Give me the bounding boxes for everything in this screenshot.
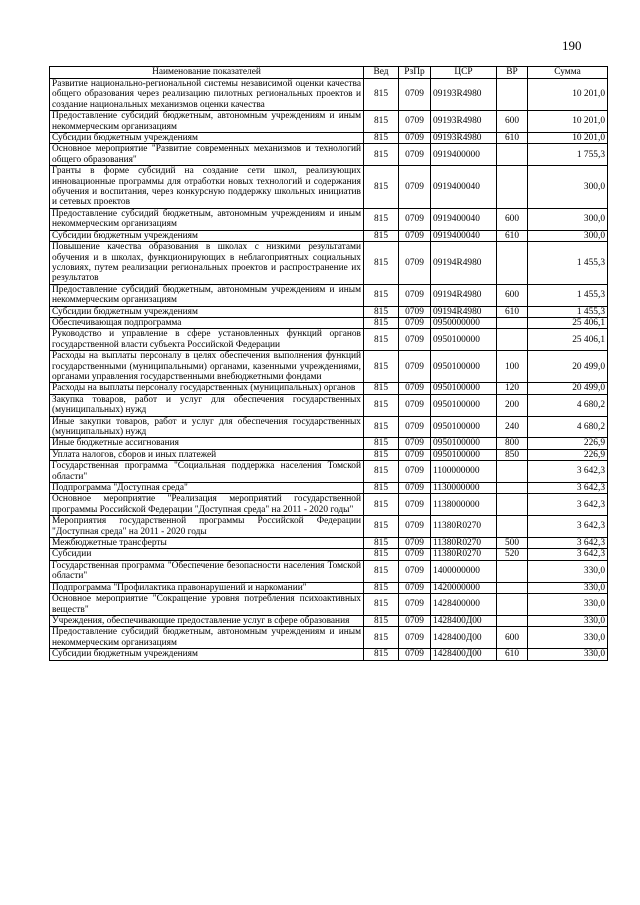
cell-vr <box>497 461 528 483</box>
cell-vr: 600 <box>497 627 528 649</box>
cell-rzpr: 0709 <box>399 649 431 660</box>
table-header-row <box>50 67 608 79</box>
table-row <box>50 79 608 111</box>
cell-ved: 815 <box>364 461 399 483</box>
table-row <box>50 166 608 209</box>
cell-rzpr: 0709 <box>399 461 431 483</box>
cell-sum: 1 455,3 <box>528 284 608 306</box>
cell-ved: 815 <box>364 111 399 133</box>
table-row <box>50 208 608 230</box>
cell-sum: 3 642,3 <box>528 516 608 538</box>
cell-ved: 815 <box>364 494 399 516</box>
cell-sum: 4 680,2 <box>528 394 608 416</box>
cell-vr: 200 <box>497 394 528 416</box>
cell-csr: 0919400040 <box>431 230 497 241</box>
cell-ved: 815 <box>364 416 399 438</box>
cell-csr: 1100000000 <box>431 461 497 483</box>
cell-rzpr: 0709 <box>399 79 431 111</box>
cell-csr: 1428400Д00 <box>431 649 497 660</box>
cell-sum: 330,0 <box>528 560 608 582</box>
cell-sum: 10 201,0 <box>528 133 608 144</box>
cell-sum: 330,0 <box>528 627 608 649</box>
cell-ved: 815 <box>364 627 399 649</box>
cell-sum: 1 755,3 <box>528 144 608 166</box>
cell-rzpr: 0709 <box>399 111 431 133</box>
cell-vr: 240 <box>497 416 528 438</box>
cell-rzpr: 0709 <box>399 317 431 328</box>
cell-csr: 0919400040 <box>431 166 497 209</box>
cell-ved: 815 <box>364 317 399 328</box>
table-row <box>50 111 608 133</box>
cell-rzpr: 0709 <box>399 208 431 230</box>
cell-vr <box>497 329 528 351</box>
table-row <box>50 582 608 593</box>
cell-vr <box>497 516 528 538</box>
cell-name: Гранты в форме субсидий на создание сети школ, реализующих инновационные программы для отработки новых технологий и содержания обучения и воспитания, через конкурсную поддержку школьных инициатив и сетевых проектов <box>50 166 364 209</box>
cell-vr: 600 <box>497 284 528 306</box>
cell-name: Субсидии бюджетным учреждениям <box>50 306 364 317</box>
cell-rzpr: 0709 <box>399 594 431 616</box>
header-sum: Сумма <box>528 67 608 79</box>
cell-sum: 10 201,0 <box>528 111 608 133</box>
cell-sum: 10 201,0 <box>528 79 608 111</box>
cell-csr: 1428400000 <box>431 594 497 616</box>
cell-sum: 25 406,1 <box>528 329 608 351</box>
cell-sum: 300,0 <box>528 208 608 230</box>
cell-rzpr: 0709 <box>399 449 431 460</box>
cell-rzpr: 0709 <box>399 394 431 416</box>
table-row <box>50 649 608 660</box>
cell-ved: 815 <box>364 560 399 582</box>
cell-ved: 815 <box>364 208 399 230</box>
cell-ved: 815 <box>364 166 399 209</box>
cell-vr: 610 <box>497 230 528 241</box>
cell-name: Предоставление субсидий бюджетным, автономным учреждениям и иным некоммерческим организациям <box>50 208 364 230</box>
cell-vr: 500 <box>497 538 528 549</box>
cell-csr: 0919400000 <box>431 144 497 166</box>
cell-rzpr: 0709 <box>399 627 431 649</box>
cell-ved: 815 <box>364 538 399 549</box>
page-number: 190 <box>562 38 582 53</box>
cell-csr: 0950100000 <box>431 438 497 449</box>
table-row <box>50 615 608 626</box>
cell-ved: 815 <box>364 582 399 593</box>
header-ved: Вед <box>364 67 399 79</box>
cell-vr: 600 <box>497 208 528 230</box>
cell-rzpr: 0709 <box>399 438 431 449</box>
cell-rzpr: 0709 <box>399 560 431 582</box>
cell-csr: 0919400040 <box>431 208 497 230</box>
table-row <box>50 133 608 144</box>
cell-csr: 09194R4980 <box>431 284 497 306</box>
cell-ved: 815 <box>364 144 399 166</box>
cell-ved: 815 <box>364 383 399 394</box>
table-row <box>50 416 608 438</box>
cell-ved: 815 <box>364 549 399 560</box>
cell-rzpr: 0709 <box>399 351 431 383</box>
cell-rzpr: 0709 <box>399 516 431 538</box>
cell-name: Подпрограмма "Доступная среда" <box>50 483 364 494</box>
table-row <box>50 284 608 306</box>
cell-name: Расходы на выплаты персоналу в целях обеспечения выполнения функций государственными (муниципальными) органами, казенными учреждениями, органами управления государственными внебюджетными фондами <box>50 351 364 383</box>
cell-vr: 610 <box>497 133 528 144</box>
cell-csr: 09193R4980 <box>431 133 497 144</box>
cell-vr <box>497 166 528 209</box>
cell-name: Закупка товаров, работ и услуг для обеспечения государственных (муниципальных) нужд <box>50 394 364 416</box>
cell-rzpr: 0709 <box>399 284 431 306</box>
cell-name: Руководство и управление в сфере установленных функций органов государственной власти субъекта Российской Федерации <box>50 329 364 351</box>
cell-ved: 815 <box>364 438 399 449</box>
cell-sum: 300,0 <box>528 166 608 209</box>
cell-rzpr: 0709 <box>399 582 431 593</box>
header-csr: ЦСР <box>431 67 497 79</box>
cell-name: Основное мероприятие "Развитие современных механизмов и технологий общего образования" <box>50 144 364 166</box>
cell-name: Основное мероприятие "Сокращение уровня потребления психоактивных веществ" <box>50 594 364 616</box>
cell-ved: 815 <box>364 133 399 144</box>
header-name: Наименование показателей <box>50 67 364 79</box>
cell-csr: 11380R0270 <box>431 516 497 538</box>
cell-csr: 0950100000 <box>431 351 497 383</box>
cell-csr: 0950100000 <box>431 416 497 438</box>
cell-vr <box>497 483 528 494</box>
cell-sum: 330,0 <box>528 649 608 660</box>
cell-rzpr: 0709 <box>399 329 431 351</box>
cell-name: Государственная программа "Социальная поддержка населения Томской области" <box>50 461 364 483</box>
cell-sum: 20 499,0 <box>528 383 608 394</box>
table-row <box>50 516 608 538</box>
cell-sum: 226,9 <box>528 449 608 460</box>
cell-vr <box>497 79 528 111</box>
cell-vr: 800 <box>497 438 528 449</box>
cell-sum: 3 642,3 <box>528 538 608 549</box>
cell-csr: 09194R4980 <box>431 306 497 317</box>
cell-vr: 520 <box>497 549 528 560</box>
cell-vr <box>497 582 528 593</box>
cell-rzpr: 0709 <box>399 144 431 166</box>
cell-ved: 815 <box>364 242 399 285</box>
cell-name: Иные бюджетные ассигнования <box>50 438 364 449</box>
cell-name: Предоставление субсидий бюджетным, автономным учреждениям и иным некоммерческим организациям <box>50 284 364 306</box>
cell-sum: 3 642,3 <box>528 549 608 560</box>
cell-rzpr: 0709 <box>399 306 431 317</box>
cell-csr: 1428400Д00 <box>431 615 497 626</box>
cell-rzpr: 0709 <box>399 538 431 549</box>
cell-csr: 0950100000 <box>431 329 497 351</box>
cell-name: Предоставление субсидий бюджетным, автономным учреждениям и иным некоммерческим организациям <box>50 111 364 133</box>
table-row <box>50 394 608 416</box>
cell-csr: 1428400Д00 <box>431 627 497 649</box>
cell-rzpr: 0709 <box>399 133 431 144</box>
cell-csr: 0950100000 <box>431 383 497 394</box>
cell-rzpr: 0709 <box>399 615 431 626</box>
cell-sum: 226,9 <box>528 438 608 449</box>
cell-sum: 25 406,1 <box>528 317 608 328</box>
header-rzpr: РзПр <box>399 67 431 79</box>
table-row <box>50 560 608 582</box>
table-row <box>50 538 608 549</box>
cell-sum: 3 642,3 <box>528 483 608 494</box>
cell-csr: 11380R0270 <box>431 538 497 549</box>
cell-vr <box>497 494 528 516</box>
cell-ved: 815 <box>364 394 399 416</box>
cell-sum: 300,0 <box>528 230 608 241</box>
cell-name: Развитие национально-региональной системы независимой оценки качества общего образования через реализацию пилотных региональных проектов и создание национальных механизмов оценки качества <box>50 79 364 111</box>
cell-rzpr: 0709 <box>399 549 431 560</box>
cell-csr: 11380R0270 <box>431 549 497 560</box>
table-row <box>50 230 608 241</box>
table-row <box>50 329 608 351</box>
cell-vr: 100 <box>497 351 528 383</box>
cell-vr <box>497 242 528 285</box>
table-row <box>50 383 608 394</box>
cell-rzpr: 0709 <box>399 494 431 516</box>
cell-ved: 815 <box>364 230 399 241</box>
table-row <box>50 351 608 383</box>
cell-csr: 09193R4980 <box>431 79 497 111</box>
cell-ved: 815 <box>364 449 399 460</box>
cell-ved: 815 <box>364 284 399 306</box>
cell-sum: 3 642,3 <box>528 494 608 516</box>
cell-name: Межбюджетные трансферты <box>50 538 364 549</box>
cell-rzpr: 0709 <box>399 242 431 285</box>
cell-sum: 20 499,0 <box>528 351 608 383</box>
cell-ved: 815 <box>364 483 399 494</box>
cell-sum: 4 680,2 <box>528 416 608 438</box>
table-row <box>50 306 608 317</box>
table-row <box>50 483 608 494</box>
cell-name: Государственная программа "Обеспечение безопасности населения Томской области" <box>50 560 364 582</box>
table-row <box>50 594 608 616</box>
cell-name: Субсидии бюджетным учреждениям <box>50 230 364 241</box>
cell-name: Расходы на выплаты персоналу государственных (муниципальных) органов <box>50 383 364 394</box>
cell-vr: 120 <box>497 383 528 394</box>
cell-vr: 610 <box>497 306 528 317</box>
cell-name: Учреждения, обеспечивающие предоставление услуг в сфере образования <box>50 615 364 626</box>
table-row <box>50 144 608 166</box>
cell-name: Иные закупки товаров, работ и услуг для обеспечения государственных (муниципальных) нужд <box>50 416 364 438</box>
cell-name: Уплата налогов, сборов и иных платежей <box>50 449 364 460</box>
cell-rzpr: 0709 <box>399 166 431 209</box>
cell-ved: 815 <box>364 615 399 626</box>
cell-vr <box>497 615 528 626</box>
table-row <box>50 449 608 460</box>
cell-name: Основное мероприятие "Реализация мероприятий государственной программы Российской Федерации "Доступная среда" на 2011 - 2020 годы" <box>50 494 364 516</box>
cell-sum: 330,0 <box>528 582 608 593</box>
cell-name: Подпрограмма "Профилактика правонарушений и наркомании" <box>50 582 364 593</box>
table-row <box>50 317 608 328</box>
cell-ved: 815 <box>364 351 399 383</box>
cell-ved: 815 <box>364 329 399 351</box>
table-row <box>50 461 608 483</box>
cell-rzpr: 0709 <box>399 383 431 394</box>
cell-ved: 815 <box>364 649 399 660</box>
cell-csr: 0950000000 <box>431 317 497 328</box>
cell-csr: 09193R4980 <box>431 111 497 133</box>
cell-ved: 815 <box>364 516 399 538</box>
cell-sum: 1 455,3 <box>528 242 608 285</box>
table-row <box>50 627 608 649</box>
cell-csr: 1400000000 <box>431 560 497 582</box>
cell-vr <box>497 560 528 582</box>
cell-csr: 1138000000 <box>431 494 497 516</box>
cell-name: Субсидии бюджетным учреждениям <box>50 649 364 660</box>
cell-name: Мероприятия государственной программы Российской Федерации "Доступная среда" на 2011 - 2020 годы <box>50 516 364 538</box>
cell-vr: 600 <box>497 111 528 133</box>
cell-vr <box>497 594 528 616</box>
cell-sum: 1 455,3 <box>528 306 608 317</box>
table-row <box>50 494 608 516</box>
table-row <box>50 549 608 560</box>
cell-name: Субсидии <box>50 549 364 560</box>
cell-sum: 330,0 <box>528 615 608 626</box>
header-vr: ВР <box>497 67 528 79</box>
table-row <box>50 242 608 285</box>
cell-rzpr: 0709 <box>399 483 431 494</box>
cell-vr: 610 <box>497 649 528 660</box>
cell-rzpr: 0709 <box>399 230 431 241</box>
cell-rzpr: 0709 <box>399 416 431 438</box>
budget-table <box>49 66 608 661</box>
cell-ved: 815 <box>364 306 399 317</box>
cell-name: Обеспечивающая подпрограмма <box>50 317 364 328</box>
cell-csr: 0950100000 <box>431 449 497 460</box>
cell-csr: 0950100000 <box>431 394 497 416</box>
cell-ved: 815 <box>364 79 399 111</box>
cell-sum: 330,0 <box>528 594 608 616</box>
cell-ved: 815 <box>364 594 399 616</box>
cell-csr: 1420000000 <box>431 582 497 593</box>
cell-csr: 09194R4980 <box>431 242 497 285</box>
cell-vr <box>497 144 528 166</box>
cell-csr: 1130000000 <box>431 483 497 494</box>
cell-name: Субсидии бюджетным учреждениям <box>50 133 364 144</box>
cell-vr <box>497 317 528 328</box>
cell-sum: 3 642,3 <box>528 461 608 483</box>
cell-name: Повышение качества образования в школах с низкими результатами обучения и в школах, функционирующих в неблагоприятных социальных условиях, путем реализации региональных проектов и распространение их результатов <box>50 242 364 285</box>
cell-vr: 850 <box>497 449 528 460</box>
cell-name: Предоставление субсидий бюджетным, автономным учреждениям и иным некоммерческим организациям <box>50 627 364 649</box>
table-row <box>50 438 608 449</box>
